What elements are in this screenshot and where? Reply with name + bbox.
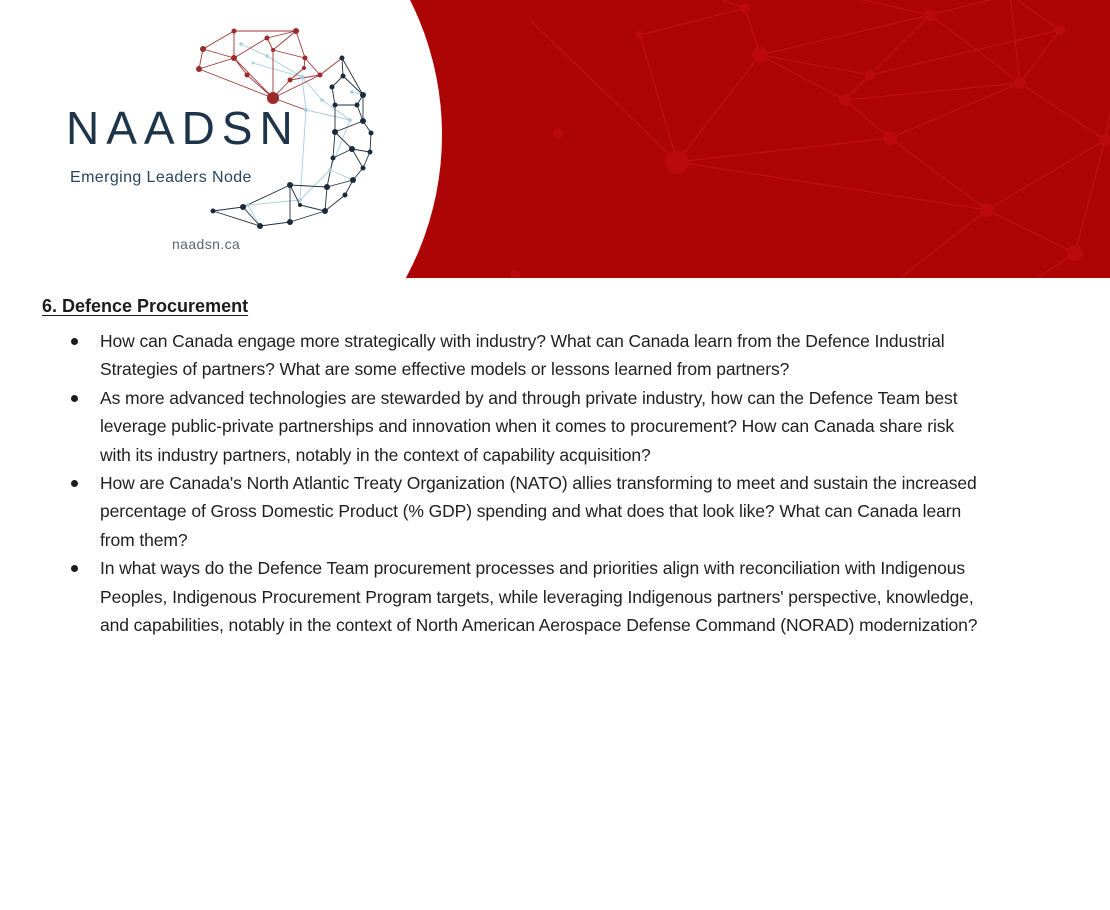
- logo-tagline: Emerging Leaders Node: [70, 169, 252, 186]
- bullet-item: In what ways do the Defence Team procurement processes and priorities align with reconciliation with Indigenous Peoples, Indigenous Procurement Program targets, while leveraging Indigenous partners' perspective, knowledge, and capabilities, notably in the context of North American Aerospace Defense Command (NORAD) modernization?: [100, 554, 980, 639]
- document-body: [0, 296, 1110, 639]
- red-banner: [380, 0, 1110, 278]
- naadsn-logo: [0, 0, 420, 278]
- section-heading: 6. Defence Procurement: [42, 296, 249, 316]
- logo-website: naadsn.ca: [172, 236, 241, 252]
- header-banner: [0, 0, 1110, 278]
- logo-wordmark: NAADSN: [66, 102, 300, 154]
- red-network-pattern-decoration: [380, 0, 1110, 278]
- bullet-item: As more advanced technologies are stewarded by and through private industry, how can the Defence Team best leverage public-private partnerships and innovation when it comes to procurement? How can Canada share risk with its industry partners, notably in the context of capability acquisition?: [100, 384, 980, 469]
- bullet-list: [42, 327, 980, 639]
- bullet-item: How can Canada engage more strategically with industry? What can Canada learn from the Defence Industrial Strategies of partners? What are some effective models or lessons learned from partners?: [100, 327, 980, 384]
- bullet-item: How are Canada's North Atlantic Treaty Organization (NATO) allies transforming to meet and sustain the increased percentage of Gross Domestic Product (% GDP) spending and what does that look like? What can Canada learn from them?: [100, 469, 980, 554]
